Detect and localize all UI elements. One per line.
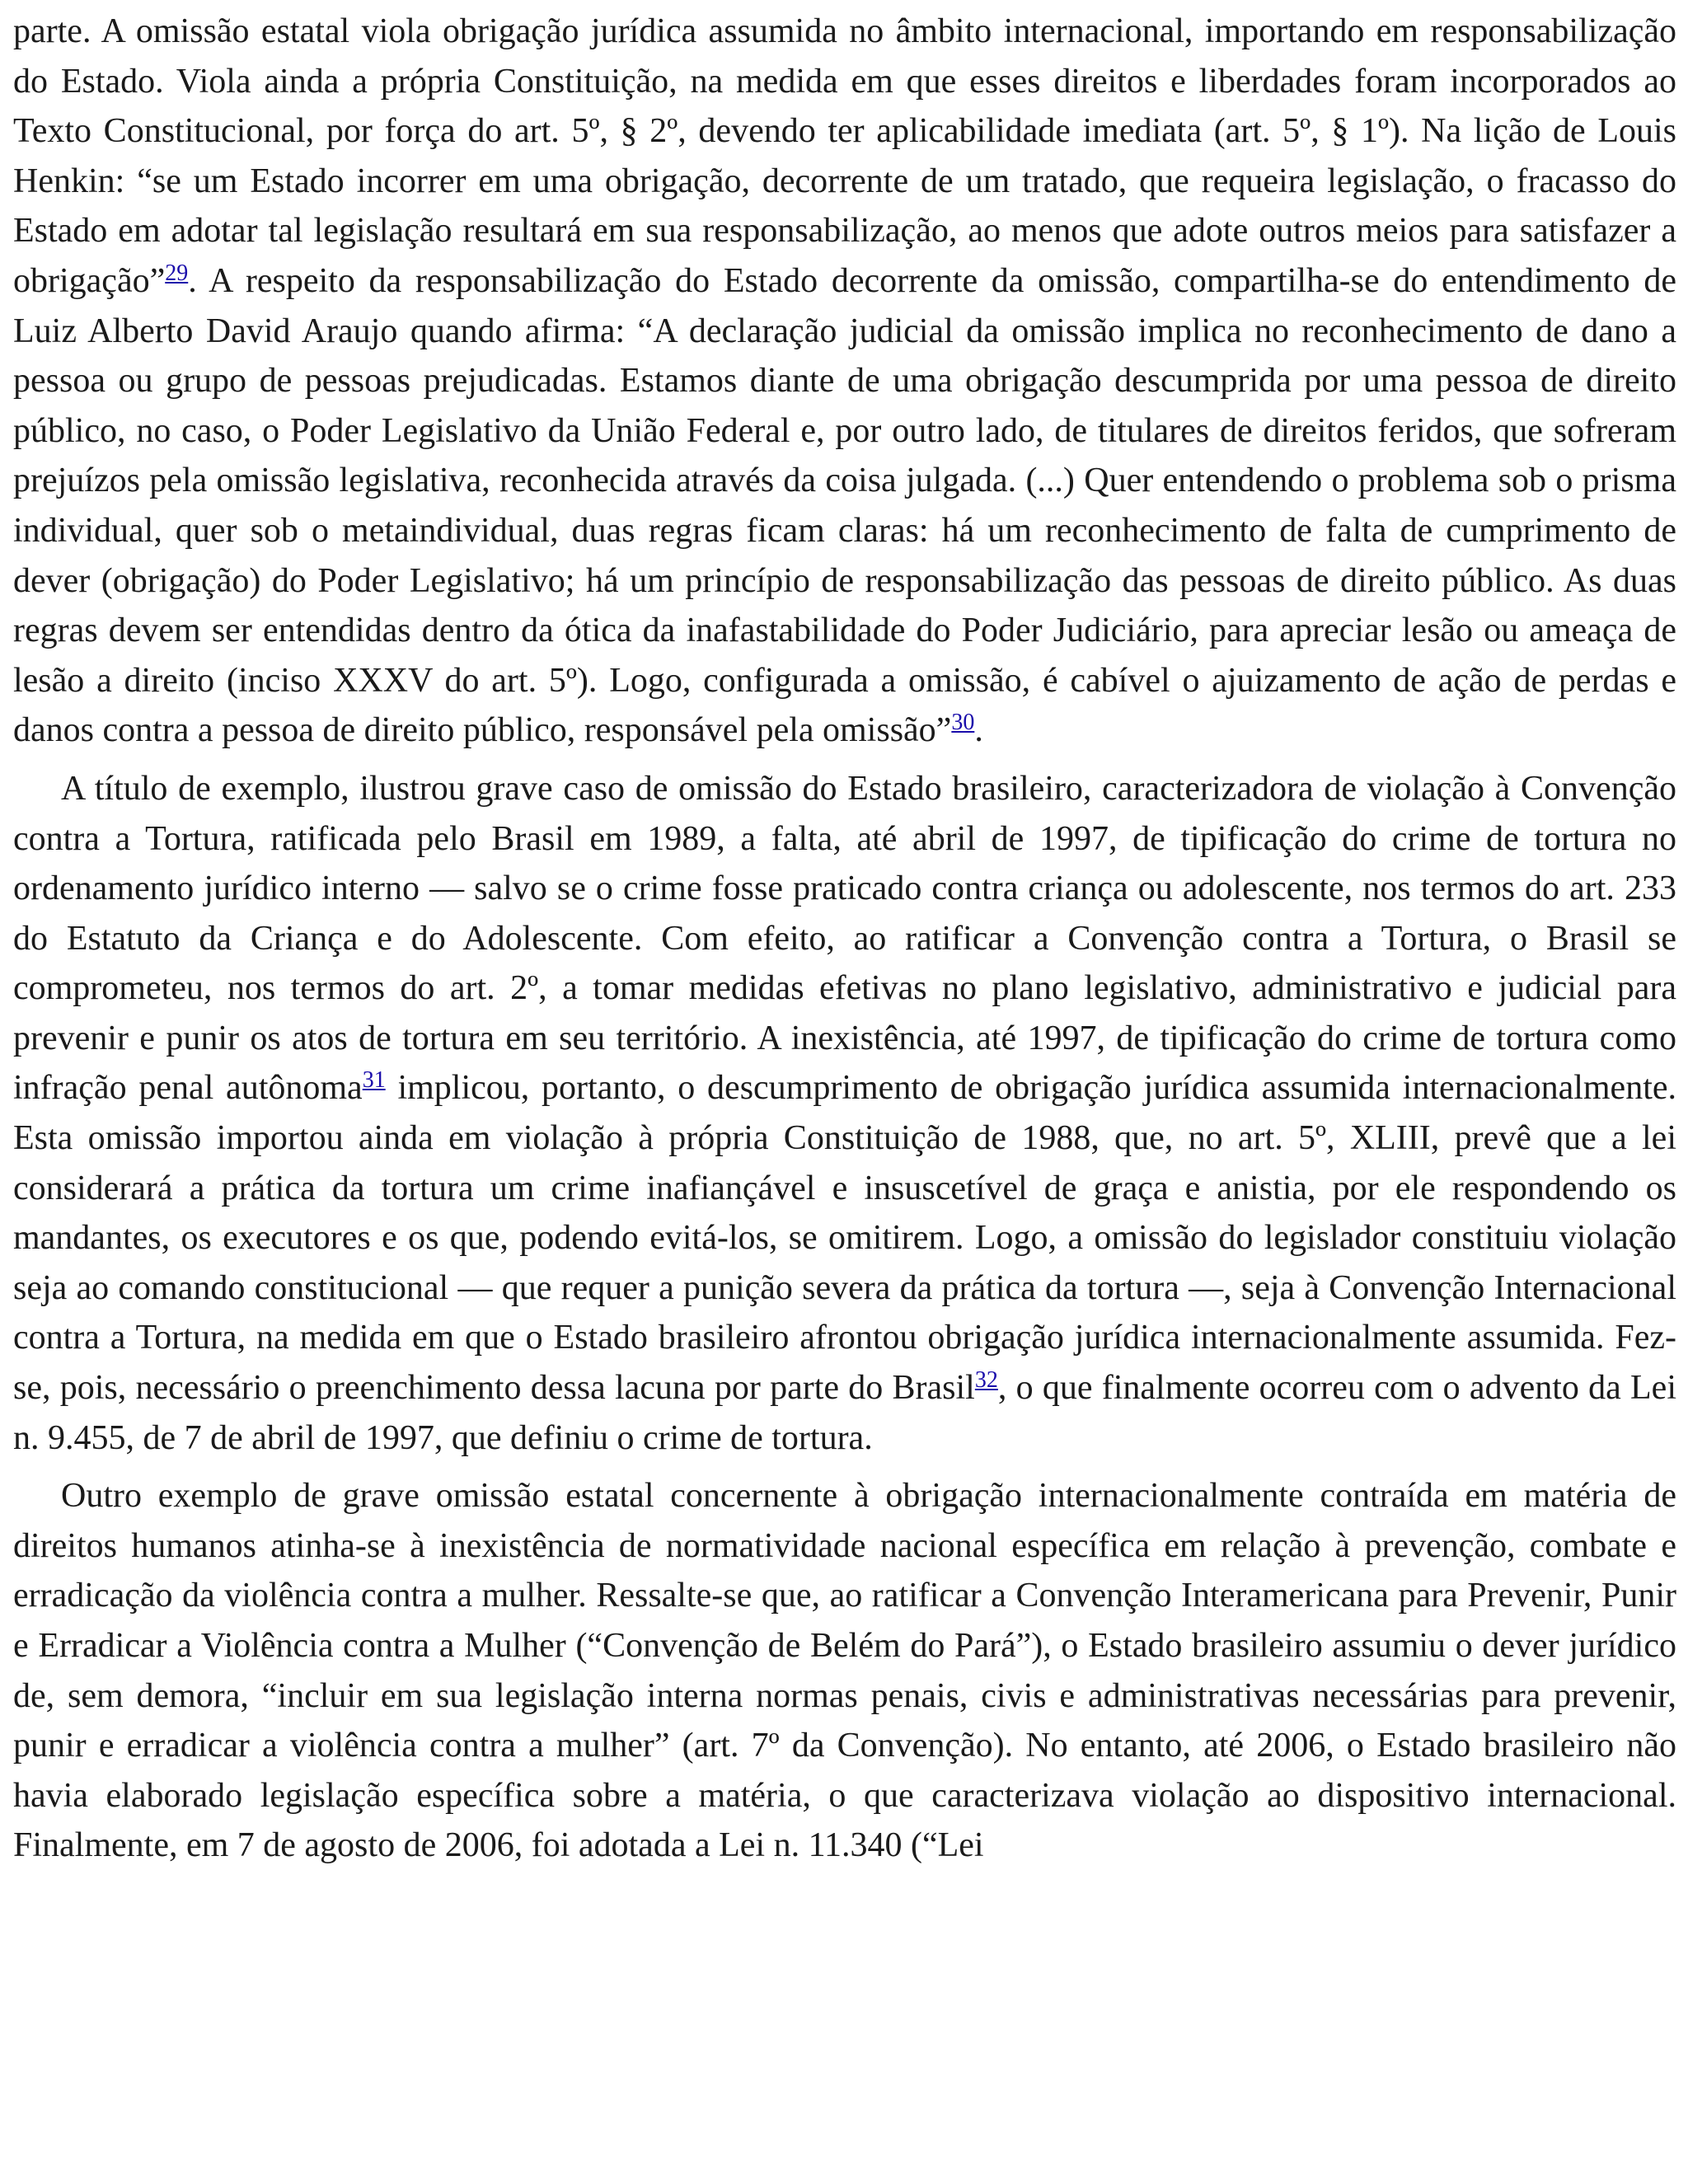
footnote-link[interactable]: 31 <box>362 1067 386 1094</box>
paragraph-text: Outro exemplo de grave omissão estatal concernente à obrigação internacionalmente contraída em matéria de direitos humanos atinha-se à inexistência de normatividade nacional específica em relação à prevenção, combate e erradicação da violência contra a mulher. Ressalte-se que, ao ratificar a Convenção Interamericana para Prevenir, Punir e Erradicar a Violência contra a Mulher (“Convenção de Belém do Pará”), o Estado brasileiro assumiu o dever jurídico de, sem demora, “incluir em sua legislação interna normas penais, civis e administrativas necessárias para prevenir, punir e erradicar a violência contra a mulher” (art. 7º da Convenção). No entanto, até 2006, o Estado brasileiro não havia elaborado legislação específica sobre a matéria, o que caracterizava violação ao dispositivo internacional. Finalmente, em 7 de agosto de 2006, foi adotada a Lei n. 11.340 (“Lei <box>13 1477 1676 1865</box>
paragraph-text: . <box>974 711 983 750</box>
paragraph-text: , o que finalmente ocorreu com o advento da Lei n. 9.455, de 7 de abril de 1997, que definiu o crime de tortura. <box>13 1369 1676 1457</box>
body-paragraph <box>13 7 1676 756</box>
body-paragraph <box>13 1471 1676 1871</box>
body-paragraph <box>13 764 1676 1463</box>
footnote-link[interactable]: 29 <box>165 260 189 286</box>
paragraph-text: implicou, portanto, o descumprimento de obrigação jurídica assumida internacionalmente. Esta omissão importou ainda em violação à própria Constituição de 1988, que, no art. 5º, XLIII, prevê que a lei considerará a prática da tortura um crime inafiançável e insuscetível de graça e anistia, por ele respondendo os mandantes, os executores e os que, podendo evitá-los, se omitirem. Logo, a omissão do legislador constituiu violação seja ao comando constitucional — que requer a punição severa da prática da tortura —, seja à Convenção Internacional contra a Tortura, na medida em que o Estado brasileiro afrontou obrigação jurídica internacionalmente assumida. Fez-se, pois, necessário o preenchimento dessa lacuna por parte do Brasil <box>13 1069 1677 1408</box>
footnote-link[interactable]: 30 <box>951 710 975 736</box>
paragraph-text: A título de exemplo, ilustrou grave caso de omissão do Estado brasileiro, caracterizadora de violação à Convenção contra a Tortura, ratificada pelo Brasil em 1989, a falta, até abril de 1997, de tipificação do crime de tortura no ordenamento jurídico interno — salvo se o crime fosse praticado contra criança ou adolescente, nos termos do art. 233 do Estatuto da Criança e do Adolescente. Com efeito, ao ratificar a Convenção contra a Tortura, o Brasil se comprometeu, nos termos do art. 2º, a tomar medidas efetivas no plano legislativo, administrativo e judicial para prevenir e punir os atos de tortura em seu território. A inexistência, até 1997, de tipificação do crime de tortura como infração penal autônoma <box>13 769 1676 1108</box>
paragraph-text: parte. A omissão estatal viola obrigação jurídica assumida no âmbito internacional, importando em responsabilização do Estado. Viola ainda a própria Constituição, na medida em que esses direitos e liberdades foram incorporados ao Texto Constitucional, por força do art. 5º, § 2º, devendo ter aplicabilidade imediata (art. 5º, § 1º). Na lição de Louis Henkin: “se um Estado incorrer em uma obrigação, decorrente de um tratado, que requeira legislação, o fracasso do Estado em adotar tal legislação resultará em sua responsabilização, ao menos que adote outros meios para satisfazer a obrigação” <box>13 12 1676 300</box>
footnote-link[interactable]: 32 <box>974 1367 998 1394</box>
paragraph-text: . A respeito da responsabilização do Estado decorrente da omissão, compartilha-se do entendimento de Luiz Alberto David Araujo quando afirma: “A declaração judicial da omissão implica no reconhecimento de dano a pessoa ou grupo de pessoas prejudicadas. Estamos diante de uma obrigação descumprida por uma pessoa de direito público, no caso, o Poder Legislativo da União Federal e, por outro lado, de titulares de direitos feridos, que sofreram prejuízos pela omissão legislativa, reconhecida através da coisa julgada. (...) Quer entendendo o problema sob o prisma individual, quer sob o metaindividual, duas regras ficam claras: há um reconhecimento de falta de cumprimento de dever (obrigação) do Poder Legislativo; há um princípio de responsabilização das pessoas de direito público. As duas regras devem ser entendidas dentro da ótica da inafastabilidade do Poder Judiciário, para apreciar lesão ou ameaça de lesão a direito (inciso XXXV do art. 5º). Logo, configurada a omissão, é cabível o ajuizamento de ação de perdas e danos contra a pessoa de direito público, responsável pela omissão” <box>13 261 1676 750</box>
